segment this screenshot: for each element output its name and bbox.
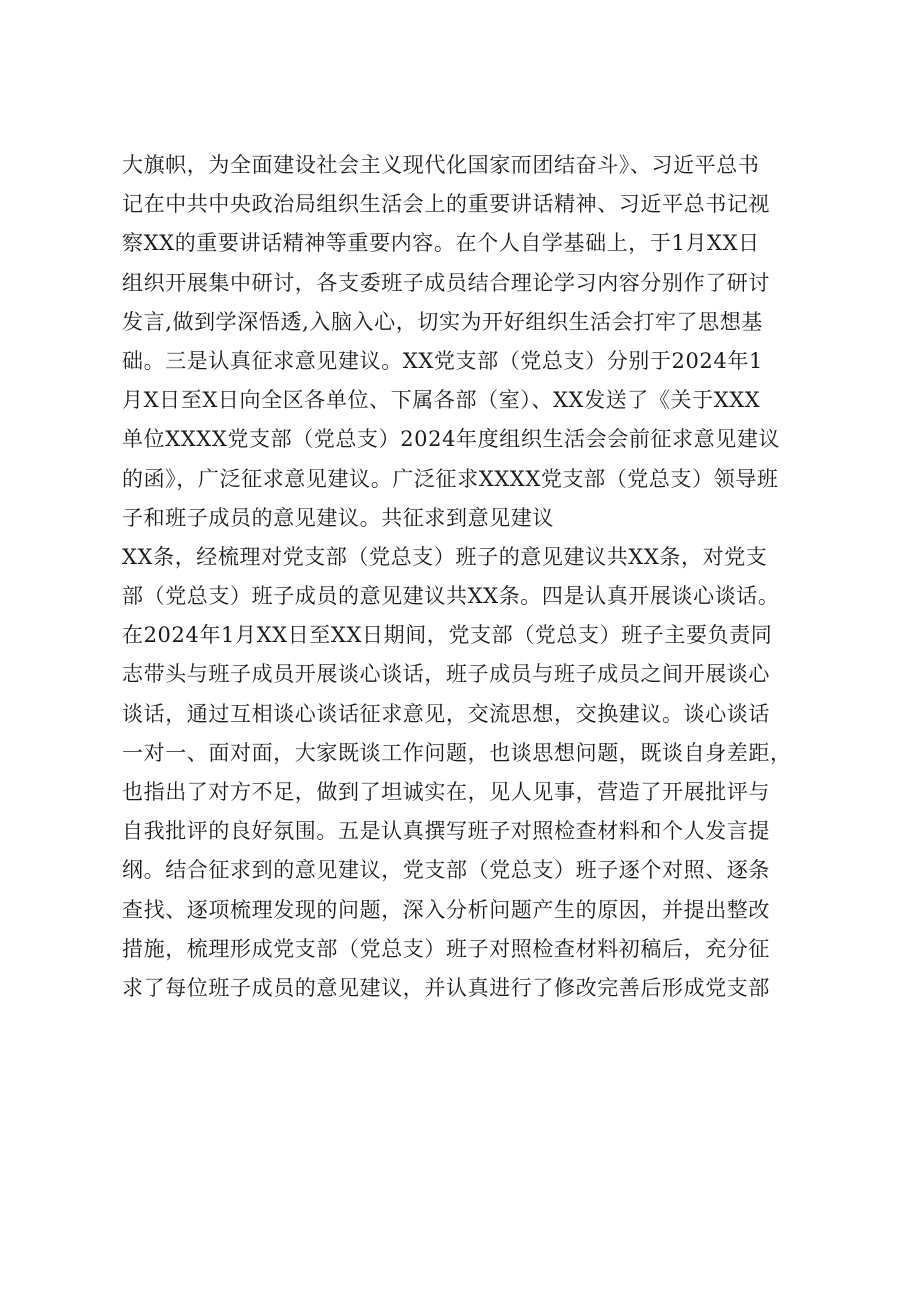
text-line: 一对一、面对面，大家既谈工作问题，也谈思想问题，既谈自身差距，	[122, 740, 792, 765]
text-line: 求了每位班子成员的意见建议，并认真进行了修改完善后形成党支部	[122, 975, 770, 1000]
text-line: 自我批评的良好氛围。五是认真撰写班子对照检查材料和个人发言提	[122, 819, 770, 844]
text-line: XX条，经梳理对党支部（党总支）班子的意见建议共XX条，对党支	[122, 544, 768, 569]
text-line: 大旗帜，为全面建设社会主义现代化国家而团结奋斗》、习近平总书	[122, 153, 760, 177]
text-line: 纲。结合征求到的意见建议，党支部（党总支）班子逐个对照、逐条	[122, 858, 770, 883]
text-line: 志带头与班子成员开展谈心谈话，班子成员与班子成员之间开展谈心	[122, 662, 770, 687]
text-line: 发言,做到学深悟透,入脑入心，切实为开好组织生活会打牢了思想基	[122, 309, 763, 334]
text-line: 组织开展集中研讨，各支委班子成员结合理论学习内容分别作了研讨	[122, 270, 770, 295]
text-line: 子和班子成员的意见建议。共征求到意见建议	[122, 505, 554, 530]
text-line: 单位XXXX党支部（党总支）2024年度组织生活会会前征求意见建议	[122, 427, 781, 452]
text-line: 记在中共中央政治局组织生活会上的重要讲话精神、习近平总书记视	[122, 192, 770, 217]
text-line: 的函》，广泛征求意见建议。广泛征求XXXX党支部（党总支）领导班	[122, 466, 779, 491]
text-line: 月X日至X日向全区各单位、下属各部（室）、XX发送了《关于XXX	[122, 388, 761, 413]
text-line: 也指出了对方不足，做到了坦诚实在，见人见事，营造了开展批评与	[122, 780, 770, 804]
text-line: 查找、逐项梳理发现的问题，深入分析问题产生的原因，并提出整改	[122, 897, 770, 922]
text-line: 措施，梳理形成党支部（党总支）班子对照检查材料初稿后，充分征	[122, 936, 770, 961]
text-line: 部（党总支）班子成员的意见建议共XX条。四是认真开展谈心谈话。	[122, 584, 780, 609]
text-line: 础。三是认真征求意见建议。XX党支部（党总支）分别于2024年1	[122, 348, 763, 373]
text-line: 察XX的重要讲话精神等重要内容。在个人自学基础上，于1月XX日	[122, 231, 760, 256]
text-line: 在2024年1月XX日至XX日期间，党支部（党总支）班子主要负责同	[122, 623, 773, 648]
body-text	[122, 146, 842, 1008]
text-line: 谈话，通过互相谈心谈话征求意见，交流思想，交换建议。谈心谈话	[122, 701, 770, 726]
